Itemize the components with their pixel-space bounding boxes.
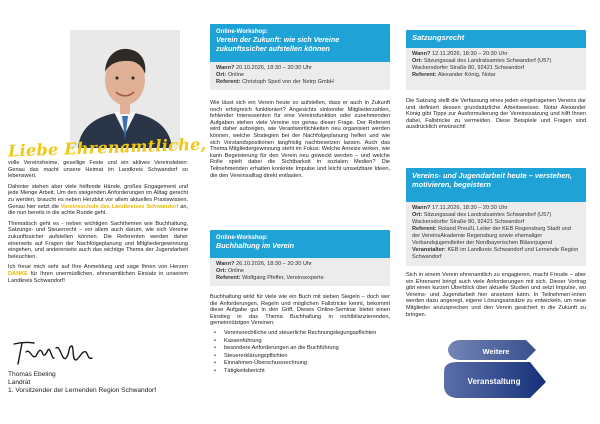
wann-label: Wann?	[216, 65, 235, 71]
event-details	[210, 62, 390, 90]
list-item: • besondere Anforderungen an die Buchführung	[210, 345, 390, 352]
event-title: Buchhaltung im Verein	[216, 241, 295, 250]
ort-label: Ort:	[216, 72, 227, 78]
more-events-arrow[interactable]	[438, 336, 550, 402]
event-date: 12.11.2026, 18:30 – 20:30 Uhr	[432, 51, 508, 57]
event-details	[406, 202, 586, 266]
arrow-label-top: Weitere	[482, 347, 510, 356]
signature	[8, 338, 118, 368]
event-kicker: Online-Workshop:	[216, 235, 268, 241]
event-details	[406, 48, 586, 90]
event-speaker: Christoph Sperl von der Netrp GmbH	[242, 79, 334, 85]
topic-list	[210, 330, 390, 375]
greeting-title: Liebe Ehrenamtliche,	[7, 134, 207, 161]
event-location: Sitzungssaal des Landratsamtes Schwandorf (U57) Wackersdorfer Straße 80, 92421 Schwandorf	[412, 212, 552, 225]
signature-block	[8, 371, 156, 395]
list-item: • Vereinsrechtliche und steuerliche Rechnungslegungspflichten	[210, 330, 390, 337]
event-speaker: Alexander König, Notar	[437, 72, 496, 78]
event-description-jugendarbeit: Sich in einem Verein ehrenamtlich zu engagieren, macht Freude – aber ein Ehrenamt bringt auch viele Anforderungen mit sich. Dieser Vortrag gibt einen kurzen Überblick über aktuelle Studien und setzt Impulse, wo Vereins- und Jugendarbeit hier ansetzen kann. In Teilnehmer/-innen werden dazu angeregt, eigene Lösungsansätze zu entwickeln, um neue Mitglieder anzusprechen und den Verein gesichert in die Zukunft zu bringen.	[406, 272, 586, 318]
portrait-photo	[70, 30, 180, 148]
ort-label: Ort:	[216, 268, 227, 274]
event-title: Satzungsrecht	[412, 33, 465, 42]
signature-role: Landrat	[8, 379, 31, 386]
event-location: Sitzungssaal des Landratsamtes Schwandorf (U57) Wackersdorfer Straße 80, 92421 Schwandorf	[412, 58, 552, 71]
buchhaltung-intro: Buchhaltung wirkt für viele wie ein Buch mit sieben Siegeln – doch wer die Anforderungen, Regeln und möglichen Fallstricke kennt, bekommt diese Aufgabe gut in den Griff. Dieses Online-Seminar bietet einen Einstieg in das Thema Buchhaltung in nichtbilanzierenden, gemeinnützigen Vereinen:	[210, 294, 390, 327]
wann-label: Wann?	[412, 205, 431, 211]
event-box-buchhaltung	[210, 230, 390, 286]
event-speaker: Wolfgang Pfeffer, Vereinsexperte	[242, 275, 324, 281]
referent-label: Referent:	[216, 79, 241, 85]
wann-label: Wann?	[216, 261, 235, 267]
portrait-image	[70, 30, 180, 148]
event-location: Online	[227, 72, 244, 78]
intro-paragraph-1: volle Vereinsheime, gesellige Feste und ein aktives Vereinsleben: Genau das macht unsere Heimat im Landkreis Schwandorf so lebenswert.	[8, 160, 188, 180]
school-highlight: Vereinsschule des Landkreises Schwandorf	[60, 203, 179, 210]
list-item: • Tätigkeitsbericht	[210, 368, 390, 375]
arrow-label-bottom: Veranstaltung	[467, 377, 521, 386]
danke-highlight: DANKE	[8, 270, 28, 277]
event-speaker: Roland Preußl, Leiter der KEB Regensburg Stadt und der VereinsAkademie Regensburg sowie ehemaliger Verbandsjugendleiter der Nordbayerischen Bläserjugend	[412, 226, 571, 246]
signature-role-2: 1. Vorsitzender der Lernenden Region Schwandorf	[8, 387, 157, 394]
ort-label: Ort:	[412, 58, 423, 64]
event-organizer: KEB im Landkreis Schwandorf und Lernende Region Schwandorf	[412, 247, 579, 260]
referent-label: Referent:	[412, 72, 437, 78]
list-item: • Einnahmen-Überschussrechnung	[210, 360, 390, 367]
arrow-shape	[438, 336, 550, 402]
event-box-satzungsrecht	[406, 30, 586, 90]
organizer-label: Veranstalter:	[412, 247, 446, 253]
intro-letter	[8, 160, 188, 288]
referent-label: Referent:	[216, 275, 241, 281]
event-location: Online	[227, 268, 244, 274]
intro-paragraph-2	[8, 184, 188, 217]
event-title: Verein der Zukunft: wie sich Vereine zukunftssicher aufstellen können	[216, 35, 340, 53]
event-date: 26.10.2026, 18:30 – 20:30 Uhr	[236, 261, 312, 267]
list-item: • Kassenführung	[210, 338, 390, 345]
event-description-satzungsrecht: Die Satzung stellt die Verfassung eines jeden eingetragenen Vereins dar und definiert dessen grundsätzliche Arbeitsweisen. Notar Alexander König gibt Tipps zur Ausformulierung der Vereinssatzung und hilft Ihnen dabei, Fallstricke zu vermeiden. Diese Beispiele und Fragen sind ausdrücklich erwünscht!	[406, 98, 586, 131]
referent-label: Referent:	[412, 226, 437, 232]
event-description-buchhaltung	[210, 294, 390, 376]
intro-paragraph-4-text: Ich freue mich sehr auf Ihre Anmeldung und sage Ihnen von Herzen	[8, 264, 188, 271]
intro-paragraph-4	[8, 264, 188, 284]
intro-paragraph-4-tail: für Ihren unermüdlichen, ehrenamtlichen Einsatz in unserem Landkreis Schwandorf!	[8, 270, 188, 284]
signature-name: Thomas Ebeling	[8, 371, 56, 378]
event-details	[210, 258, 390, 286]
event-box-jugendarbeit	[406, 168, 586, 266]
event-title: Vereins- und Jugendarbeit heute – verstehen, motivieren, begeistern	[412, 171, 572, 189]
event-kicker: Online-Workshop:	[216, 29, 268, 35]
intro-paragraph-3: Thematisch geht es - neben wichtigen Sachthemen wie Buchhaltung, Satzungs- und Steuerrecht – vor allem auch darum, wie sich Vereine zukunftssicher aufstellen können. Die Referenten werden daher einerseits auf Fragen der Nachfolgeplanung und Mitgliedergewinnung eingehen, und andererseits auch das wichtige Thema der Jugendarbeit beleuchten.	[8, 220, 188, 260]
intro-paragraph-2-tail: an, die nun bereits in die achte Runde geht.	[8, 203, 188, 217]
ort-label: Ort:	[412, 212, 423, 218]
intro-paragraph-2-text: Dahinter stehen aber viele helfende Hände, großes Engagement und jede Menge Arbeit. Um den steigenden Anforderungen im Alltag gerecht zu werden, braucht es neben Herzblut vor allem aktuelles Praxiswissen. Genau hier setzt die	[8, 183, 188, 210]
event-date: 20.10.2026, 18:30 – 20:30 Uhr	[236, 65, 312, 71]
list-item: • Steuererklärungspflichten	[210, 353, 390, 360]
wann-label: Wann?	[412, 51, 431, 57]
event-box-verein-zukunft	[210, 24, 390, 90]
event-description-verein-zukunft: Wie lässt sich ein Verein heute so aufstellen, dass er auch in Zukunft noch erfolgreich funktioniert? Angesichts sinkender Mitgliederzahlen, fehlender Interessenten für eine Vereinsfunktion oder zunehmenden Aufgaben stehen viele Vereine vor genau dieser Frage. Der Referent wird daher aufzeigen, wie Verantwortlichkeiten neu organisiert werden können, welche Strategien bei der Nachfolgeplanung helfen und wie sich Vorstandspositionen langfristig nachbesetzen lassen. Auch das Thema Mitgliedergewinnung steht im Fokus: Welche Anreize wirken, wie kann Begeisterung für den Verein neu geweckt werden – und welche Rolle spielt dabei die Sichtbarkeit in sozialen Medien? Die Teilnehmenden erhalten konkrete Impulse und leicht umsetzbare Ideen, die den Vereinsalltag direkt entlasten.	[210, 100, 390, 179]
event-date: 17.11.2026, 18:30 – 20:30 Uhr	[432, 205, 508, 211]
